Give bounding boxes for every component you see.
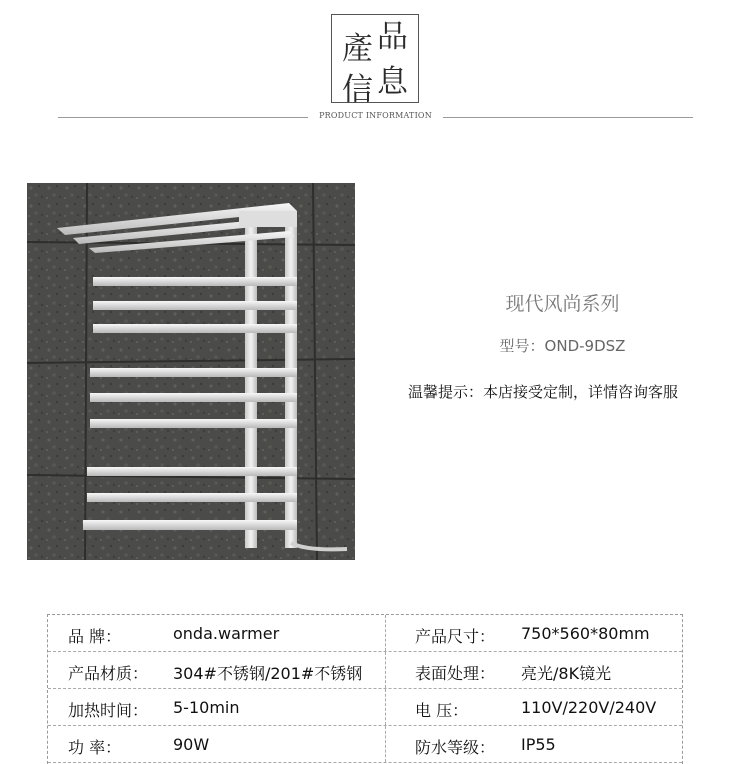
column-divider — [385, 615, 386, 651]
seal-char: 信 — [342, 72, 373, 108]
spec-label: 加热时间： — [68, 701, 149, 720]
spec-value: onda.warmer — [173, 624, 280, 643]
spec-value: 90W — [173, 735, 210, 754]
table-row — [48, 615, 682, 652]
spec-table — [47, 614, 683, 764]
product-series: 现代风尚系列 — [505, 293, 620, 315]
spec-value: 304#不锈钢/201#不锈钢 — [173, 664, 363, 683]
spec-value: 110V/220V/240V — [521, 698, 657, 717]
column-divider — [385, 652, 386, 688]
custom-order-notice: 温馨提示：本店接受定制，详情咨询客服 — [408, 383, 679, 401]
spec-label: 功 率： — [68, 738, 122, 757]
seal-char: 產 — [342, 31, 373, 67]
header-divider-left — [58, 117, 308, 118]
product-model: 型号：OND-9DSZ — [499, 337, 626, 355]
spec-label: 表面处理： — [415, 664, 496, 683]
table-row — [48, 726, 682, 763]
table-row — [48, 652, 682, 689]
spec-value: 5-10min — [173, 698, 240, 717]
spec-value: 亮光/8K镜光 — [521, 664, 612, 683]
column-divider — [385, 726, 386, 762]
table-row — [48, 689, 682, 726]
product-photo — [27, 183, 355, 560]
spec-label: 品 牌： — [68, 627, 122, 646]
header-divider-right — [443, 117, 693, 118]
seal-char: 品 — [377, 19, 408, 55]
spec-label: 产品尺寸： — [415, 627, 496, 646]
spec-label: 防水等级： — [415, 738, 496, 757]
spec-label: 电 压： — [415, 701, 469, 720]
spec-label: 产品材质： — [68, 664, 149, 683]
section-subtitle: PRODUCT INFORMATION — [319, 111, 432, 120]
towel-rack-illustration — [27, 183, 355, 560]
spec-value: 750*560*80mm — [521, 624, 650, 643]
product-info-seal — [331, 14, 419, 108]
column-divider — [385, 689, 386, 725]
seal-char: 息 — [377, 64, 408, 100]
spec-value: IP55 — [521, 735, 556, 754]
